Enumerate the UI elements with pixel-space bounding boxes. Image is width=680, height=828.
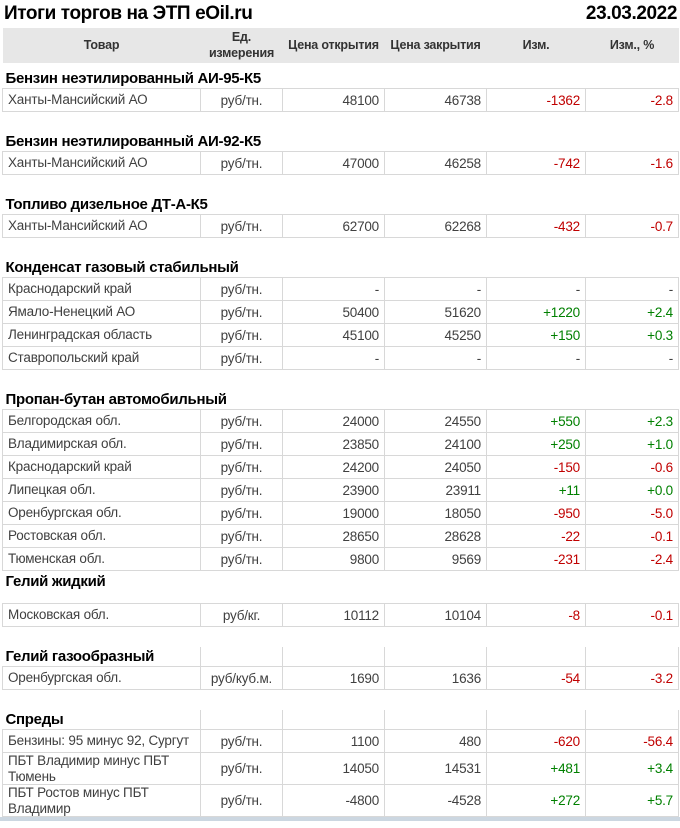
- change-cell: +1220: [487, 301, 586, 324]
- spacer-row: [3, 370, 679, 390]
- change-cell: -: [487, 278, 586, 301]
- spacer-cell: [3, 591, 679, 604]
- close-price-cell: 480: [385, 730, 487, 753]
- close-price-cell: 14531: [385, 753, 487, 785]
- unit-cell: руб/тн.: [201, 347, 283, 370]
- table-row: [3, 502, 679, 525]
- open-price-cell: 10112: [283, 604, 385, 627]
- open-price-cell: 1690: [283, 667, 385, 690]
- unit-cell: руб/тн.: [201, 548, 283, 571]
- column-header-unit: Ед. измерения: [201, 28, 283, 63]
- change-cell: -150: [487, 456, 586, 479]
- spacer-row: [3, 591, 679, 604]
- close-price-cell: -4528: [385, 785, 487, 817]
- change-pct-cell: +0.0: [586, 479, 679, 502]
- change-pct-cell: -0.1: [586, 604, 679, 627]
- section-row: [3, 69, 679, 89]
- table-row: [3, 785, 679, 817]
- spacer-row: [3, 627, 679, 647]
- section-title: Гелий газообразный: [5, 648, 155, 666]
- bottom-bar: [0, 817, 680, 821]
- table-header: [3, 28, 679, 63]
- product-cell: Ставропольский край: [3, 347, 201, 370]
- table-row: [3, 604, 679, 627]
- change-pct-cell: -0.6: [586, 456, 679, 479]
- table-row: [3, 410, 679, 433]
- close-price-cell: 51620: [385, 301, 487, 324]
- product-cell: Ханты-Мансийский АО: [3, 89, 201, 112]
- table-row: [3, 89, 679, 112]
- open-price-cell: 23900: [283, 479, 385, 502]
- titlebar: [0, 0, 680, 28]
- change-pct-cell: -: [586, 347, 679, 370]
- change-pct-cell: -0.7: [586, 215, 679, 238]
- unit-cell: руб/тн.: [201, 301, 283, 324]
- empty-cell: [201, 710, 283, 730]
- table-row: [3, 433, 679, 456]
- table-row: [3, 301, 679, 324]
- open-price-cell: 48100: [283, 89, 385, 112]
- change-cell: -742: [487, 152, 586, 175]
- table-row: [3, 456, 679, 479]
- open-price-cell: -: [283, 347, 385, 370]
- column-header-product: Товар: [3, 28, 201, 63]
- open-price-cell: 47000: [283, 152, 385, 175]
- change-cell: +11: [487, 479, 586, 502]
- close-price-cell: 18050: [385, 502, 487, 525]
- product-cell: Московская обл.: [3, 604, 201, 627]
- unit-cell: руб/тн.: [201, 502, 283, 525]
- change-pct-cell: -: [586, 278, 679, 301]
- product-cell: ПБТ Владимир минус ПБТ Тюмень: [3, 753, 201, 785]
- column-header-change-pct: Изм., %: [586, 28, 679, 63]
- change-pct-cell: -5.0: [586, 502, 679, 525]
- change-cell: -22: [487, 525, 586, 548]
- close-price-cell: 24100: [385, 433, 487, 456]
- section-row: [3, 647, 679, 667]
- column-header-open-price: Цена открытия: [283, 28, 385, 63]
- product-cell: Ленинградская область: [3, 324, 201, 347]
- unit-cell: руб/тн.: [201, 433, 283, 456]
- change-pct-cell: -56.4: [586, 730, 679, 753]
- close-price-cell: -: [385, 278, 487, 301]
- open-price-cell: 24200: [283, 456, 385, 479]
- change-cell: -950: [487, 502, 586, 525]
- open-price-cell: 45100: [283, 324, 385, 347]
- spacer-cell: [3, 627, 679, 647]
- section-row: [3, 258, 679, 278]
- change-pct-cell: +3.4: [586, 753, 679, 785]
- product-cell: Ханты-Мансийский АО: [3, 152, 201, 175]
- close-price-cell: 10104: [385, 604, 487, 627]
- change-pct-cell: +0.3: [586, 324, 679, 347]
- open-price-cell: 19000: [283, 502, 385, 525]
- open-price-cell: 28650: [283, 525, 385, 548]
- empty-cell: [385, 710, 487, 730]
- spacer-cell: [3, 370, 679, 390]
- empty-cell: [487, 647, 586, 667]
- unit-cell: руб/тн.: [201, 278, 283, 301]
- spacer-row: [3, 112, 679, 132]
- change-pct-cell: -3.2: [586, 667, 679, 690]
- open-price-cell: 24000: [283, 410, 385, 433]
- open-price-cell: 9800: [283, 548, 385, 571]
- open-price-cell: 14050: [283, 753, 385, 785]
- close-price-cell: 1636: [385, 667, 487, 690]
- product-cell: Ямало-Ненецкий АО: [3, 301, 201, 324]
- change-cell: -231: [487, 548, 586, 571]
- spacer-cell: [3, 112, 679, 132]
- open-price-cell: -4800: [283, 785, 385, 817]
- unit-cell: руб/тн.: [201, 410, 283, 433]
- section-row: [3, 571, 679, 591]
- close-price-cell: 9569: [385, 548, 487, 571]
- product-cell: Ханты-Мансийский АО: [3, 215, 201, 238]
- change-pct-cell: +2.3: [586, 410, 679, 433]
- change-pct-cell: -2.8: [586, 89, 679, 112]
- product-cell: Оренбургская обл.: [3, 502, 201, 525]
- change-pct-cell: -0.1: [586, 525, 679, 548]
- close-price-cell: 46258: [385, 152, 487, 175]
- table-row: [3, 753, 679, 785]
- unit-cell: руб/куб.м.: [201, 667, 283, 690]
- close-price-cell: -: [385, 347, 487, 370]
- product-cell: Владимирская обл.: [3, 433, 201, 456]
- column-header-change: Изм.: [487, 28, 586, 63]
- unit-cell: руб/тн.: [201, 525, 283, 548]
- close-price-cell: 23911: [385, 479, 487, 502]
- close-price-cell: 28628: [385, 525, 487, 548]
- unit-cell: руб/тн.: [201, 785, 283, 817]
- header-row: [3, 28, 679, 63]
- unit-cell: руб/тн.: [201, 730, 283, 753]
- unit-cell: руб/тн.: [201, 324, 283, 347]
- section-title: Пропан-бутан автомобильный: [5, 391, 227, 409]
- change-pct-cell: +5.7: [586, 785, 679, 817]
- section-row: [3, 195, 679, 215]
- close-price-cell: 24050: [385, 456, 487, 479]
- unit-cell: руб/тн.: [201, 152, 283, 175]
- open-price-cell: 50400: [283, 301, 385, 324]
- change-pct-cell: -2.4: [586, 548, 679, 571]
- change-cell: +250: [487, 433, 586, 456]
- spacer-cell: [3, 690, 679, 710]
- change-cell: +150: [487, 324, 586, 347]
- product-cell: Тюменская обл.: [3, 548, 201, 571]
- spacer-cell: [3, 175, 679, 195]
- product-cell: Краснодарский край: [3, 456, 201, 479]
- section-title: Бензин неэтилированный АИ-95-К5: [5, 70, 261, 88]
- open-price-cell: -: [283, 278, 385, 301]
- table-row: [3, 730, 679, 753]
- change-cell: -: [487, 347, 586, 370]
- close-price-cell: 62268: [385, 215, 487, 238]
- unit-cell: руб/тн.: [201, 215, 283, 238]
- spacer-row: [3, 690, 679, 710]
- change-cell: +550: [487, 410, 586, 433]
- empty-cell: [201, 647, 283, 667]
- product-cell: Краснодарский край: [3, 278, 201, 301]
- spacer-cell: [3, 238, 679, 258]
- product-cell: Ростовская обл.: [3, 525, 201, 548]
- section-title: Спреды: [5, 711, 64, 729]
- spacer-row: [3, 238, 679, 258]
- page-title: Итоги торгов на ЭТП eOil.ru: [4, 3, 253, 24]
- section-title: Конденсат газовый стабильный: [5, 259, 239, 277]
- product-cell: Бензины: 95 минус 92, Сургут: [3, 730, 201, 753]
- table-row: [3, 347, 679, 370]
- change-pct-cell: +1.0: [586, 433, 679, 456]
- empty-cell: [586, 647, 679, 667]
- change-pct-cell: -1.6: [586, 152, 679, 175]
- table-row: [3, 667, 679, 690]
- table-row: [3, 215, 679, 238]
- table-row: [3, 525, 679, 548]
- product-cell: Липецкая обл.: [3, 479, 201, 502]
- change-cell: +481: [487, 753, 586, 785]
- open-price-cell: 1100: [283, 730, 385, 753]
- product-cell: ПБТ Ростов минус ПБТ Владимир: [3, 785, 201, 817]
- change-cell: -1362: [487, 89, 586, 112]
- close-price-cell: 24550: [385, 410, 487, 433]
- change-cell: -8: [487, 604, 586, 627]
- unit-cell: руб/тн.: [201, 89, 283, 112]
- section-title: Гелий жидкий: [5, 572, 106, 590]
- close-price-cell: 46738: [385, 89, 487, 112]
- table-row: [3, 479, 679, 502]
- change-pct-cell: +2.4: [586, 301, 679, 324]
- change-cell: -432: [487, 215, 586, 238]
- unit-cell: руб/кг.: [201, 604, 283, 627]
- empty-cell: [385, 647, 487, 667]
- product-cell: Белгородская обл.: [3, 410, 201, 433]
- table-row: [3, 548, 679, 571]
- close-price-cell: 45250: [385, 324, 487, 347]
- change-cell: +272: [487, 785, 586, 817]
- report-date: 23.03.2022: [585, 3, 677, 24]
- empty-cell: [283, 647, 385, 667]
- section-title: Бензин неэтилированный АИ-92-К5: [5, 133, 261, 151]
- unit-cell: руб/тн.: [201, 753, 283, 785]
- change-cell: -620: [487, 730, 586, 753]
- open-price-cell: 62700: [283, 215, 385, 238]
- table-row: [3, 152, 679, 175]
- change-cell: -54: [487, 667, 586, 690]
- spacer-row: [3, 175, 679, 195]
- table-body: [3, 63, 679, 817]
- empty-cell: [283, 710, 385, 730]
- empty-cell: [487, 710, 586, 730]
- section-title: Топливо дизельное ДТ-А-К5: [5, 196, 208, 214]
- unit-cell: руб/тн.: [201, 456, 283, 479]
- table-row: [3, 278, 679, 301]
- empty-cell: [586, 710, 679, 730]
- section-row: [3, 710, 679, 730]
- section-row: [3, 132, 679, 152]
- trading-results-table: [2, 28, 679, 817]
- column-header-close-price: Цена закрытия: [385, 28, 487, 63]
- open-price-cell: 23850: [283, 433, 385, 456]
- section-row: [3, 390, 679, 410]
- product-cell: Оренбургская обл.: [3, 667, 201, 690]
- table-row: [3, 324, 679, 347]
- unit-cell: руб/тн.: [201, 479, 283, 502]
